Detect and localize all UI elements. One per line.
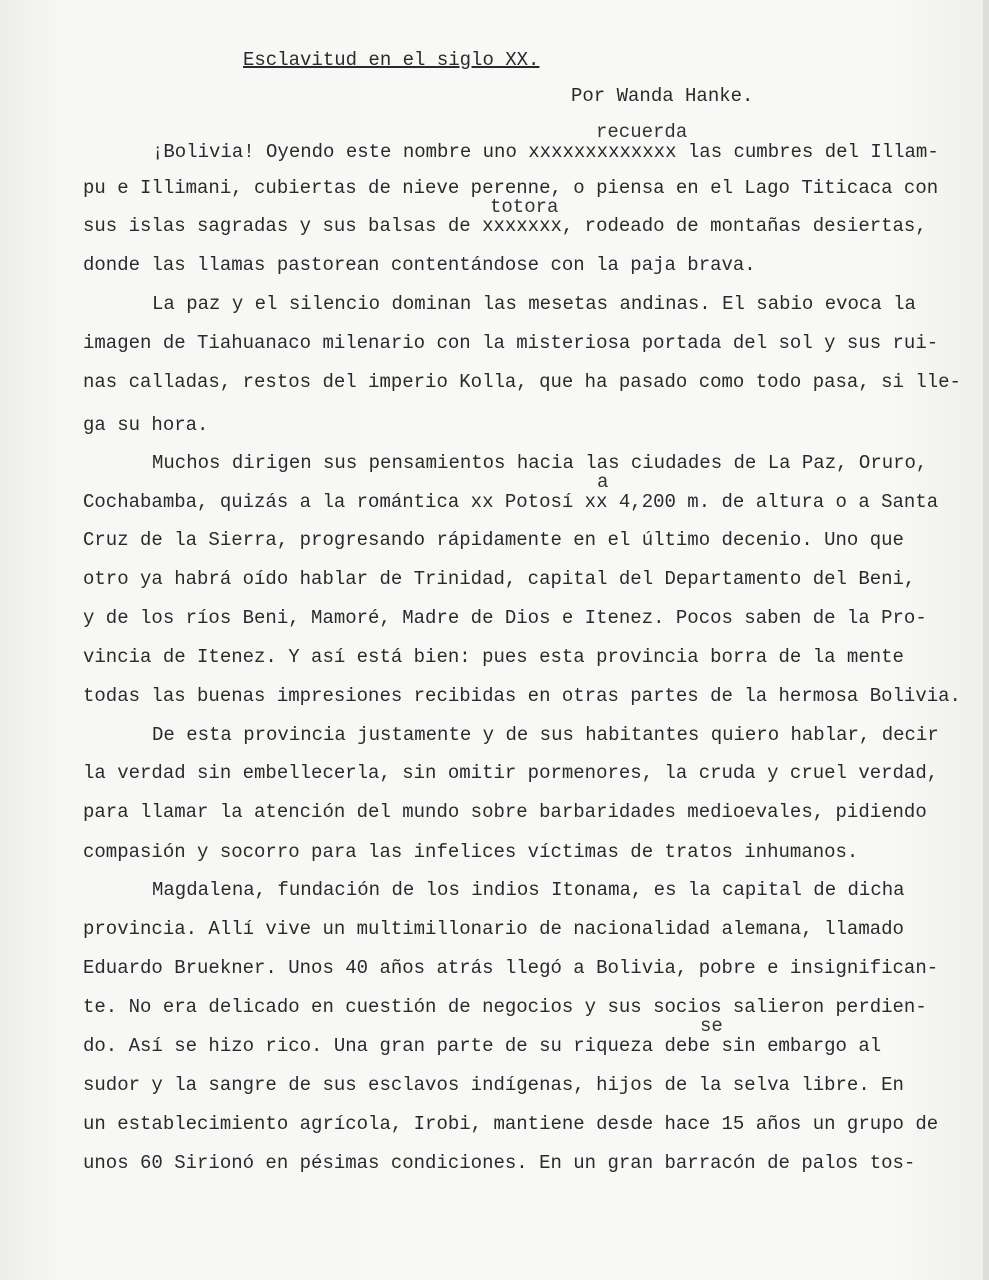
text-line: la verdad sin embellecerla, sin omitir pormenores, la cruda y cruel verdad,: [83, 762, 939, 784]
text-line: ¡Bolivia! Oyendo este nombre uno xxxxxxxxxxxxx las cumbres del Illam-: [152, 141, 939, 163]
text-line: compasión y socorro para las infelices víctimas de tratos inhumanos.: [83, 841, 859, 863]
text-line: donde las llamas pastorean contentándose con la paja brava.: [83, 254, 756, 276]
text-line: ga su hora.: [83, 414, 209, 436]
text-line: unos 60 Sirionó en pésimas condiciones. En un gran barracón de palos tos-: [83, 1152, 916, 1174]
text-line: provincia. Allí vive un multimillonario de nacionalidad alemana, llamado: [83, 918, 904, 940]
text-line: Cochabamba, quizás a la romántica xx Potosí xx 4,200 m. de altura o a Santa: [83, 491, 939, 513]
text-line: un establecimiento agrícola, Irobi, mantiene desde hace 15 años un grupo de: [83, 1113, 939, 1135]
interlinear-correction: a: [597, 471, 609, 493]
text-line: Eduardo Bruekner. Unos 40 años atrás llegó a Bolivia, pobre e insignifican-: [83, 957, 939, 979]
text-line: Muchos dirigen sus pensamientos hacia las ciudades de La Paz, Oruro,: [152, 452, 928, 474]
document-title: Esclavitud en el siglo XX.: [243, 49, 540, 71]
byline: Por Wanda Hanke.: [571, 85, 754, 107]
page-edge: [983, 0, 989, 1280]
text-line: sus islas sagradas y sus balsas de xxxxxxx, rodeado de montañas desiertas,: [83, 215, 927, 237]
text-line: do. Así se hizo rico. Una gran parte de su riqueza debe sin embargo al: [83, 1035, 882, 1057]
text-line: La paz y el silencio dominan las mesetas andinas. El sabio evoca la: [152, 293, 916, 315]
text-line: De esta provincia justamente y de sus habitantes quiero hablar, decir: [152, 724, 939, 746]
text-line: Cruz de la Sierra, progresando rápidamente en el último decenio. Uno que: [83, 529, 904, 551]
interlinear-correction: recuerda: [596, 121, 688, 143]
interlinear-correction: se: [700, 1015, 723, 1037]
interlinear-correction: totora: [490, 196, 559, 218]
text-line: te. No era delicado en cuestión de negocios y sus socios salieron perdien-: [83, 996, 927, 1018]
text-line: imagen de Tiahuanaco milenario con la misteriosa portada del sol y sus rui-: [83, 332, 939, 354]
text-line: para llamar la atención del mundo sobre barbaridades medioevales, pidiendo: [83, 801, 927, 823]
text-line: todas las buenas impresiones recibidas en otras partes de la hermosa Bolivia.: [83, 685, 961, 707]
text-line: pu e Illimani, cubiertas de nieve perenne, o piensa en el Lago Titicaca con: [83, 177, 939, 199]
text-line: nas calladas, restos del imperio Kolla, que ha pasado como todo pasa, si lle-: [83, 371, 961, 393]
text-line: sudor y la sangre de sus esclavos indígenas, hijos de la selva libre. En: [83, 1074, 904, 1096]
text-line: Magdalena, fundación de los indios Itonama, es la capital de dicha: [152, 879, 905, 901]
text-line: vincia de Itenez. Y así está bien: pues esta provincia borra de la mente: [83, 646, 904, 668]
text-line: y de los ríos Beni, Mamoré, Madre de Dios e Itenez. Pocos saben de la Pro-: [83, 607, 927, 629]
text-line: otro ya habrá oído hablar de Trinidad, capital del Departamento del Beni,: [83, 568, 916, 590]
